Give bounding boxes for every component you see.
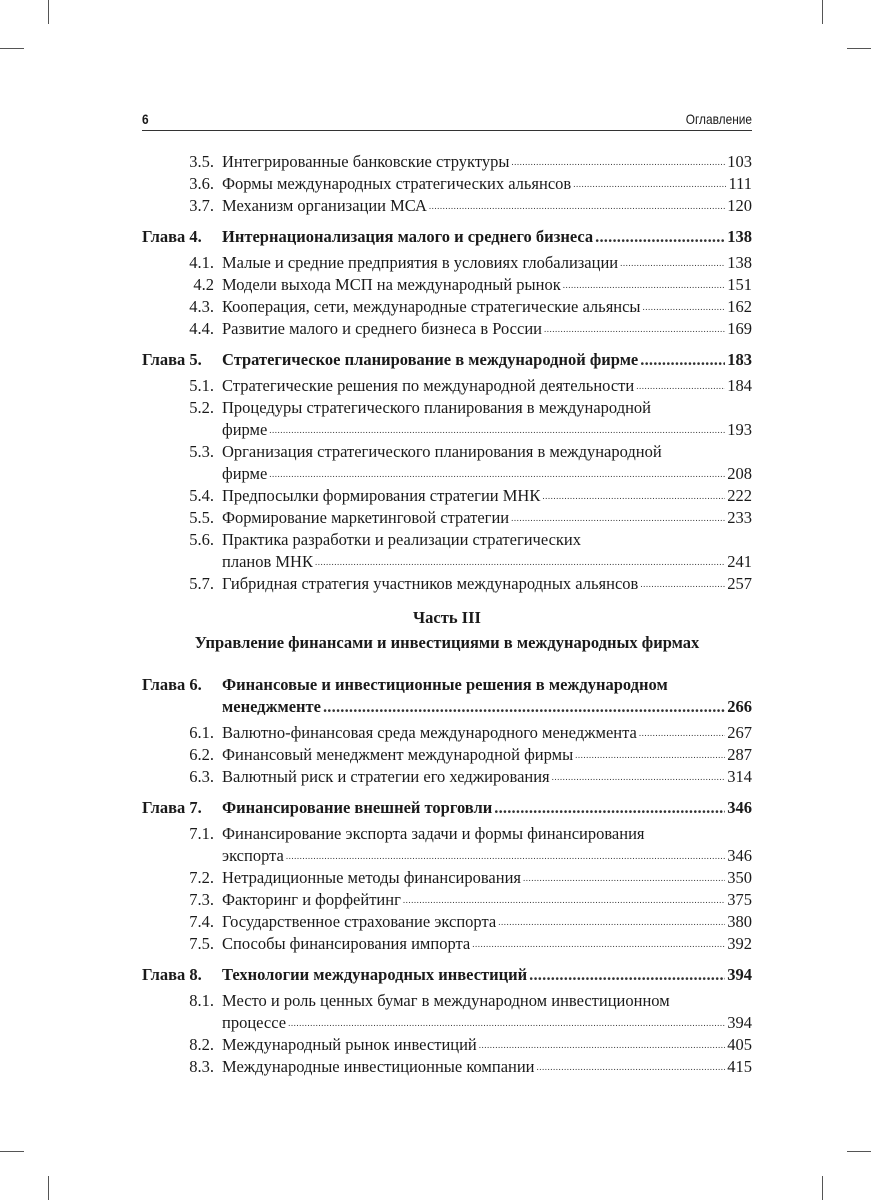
toc-chapter-entry[interactable] [142,964,752,986]
entry-last-line [222,867,752,889]
dot-leader [643,296,726,318]
entry-last-line [222,151,752,173]
entry-last-line [222,318,752,340]
entry-last-line [222,485,752,507]
entry-last-line [222,463,752,485]
toc-section-entry[interactable] [142,375,752,397]
page-ref[interactable]: 241 [727,552,752,571]
part-label: Часть III [413,608,481,627]
entry-body [222,151,752,173]
dot-leader [288,1012,725,1034]
dot-leader [529,964,725,986]
entry-body [222,674,752,718]
entry-last-line [222,507,752,529]
entry-body [222,173,752,195]
section-number: 5.2. [189,398,214,417]
toc-section-entry[interactable] [142,252,752,274]
entry-last-line [222,349,752,371]
page-ref[interactable]: 120 [727,196,752,215]
entry-title-line: Валютно-финансовая среда международного менеджмента [222,723,637,742]
entry-title-line: фирме [222,464,268,483]
section-number: 4.3. [189,297,214,316]
section-number: 7.2. [189,868,214,887]
crop-mark-top-left-vertical [48,0,49,24]
toc-section-entry[interactable] [142,573,752,595]
dot-leader [620,252,725,274]
entry-title-line: Процедуры стратегического планирования в международной [222,398,652,417]
dot-leader [403,889,725,911]
entry-title-line: Финансирование экспорта задачи и формы финансирования [222,824,645,843]
dot-leader [498,911,725,933]
entry-title-line: экспорта [222,846,284,865]
entry-title-line: Стратегическое планирование в международной фирме [222,350,639,369]
entry-body [222,349,752,371]
page-ref[interactable]: 162 [727,297,752,316]
toc-section-entry[interactable] [142,441,752,485]
entry-body [222,195,752,217]
entry-body [222,867,752,889]
section-number: 5.3. [189,442,214,461]
page-ref[interactable]: 375 [727,890,752,909]
toc-section-entry[interactable] [142,397,752,441]
entry-body [222,252,752,274]
section-number: 6.3. [189,767,214,786]
page-ref[interactable]: 394 [727,965,752,984]
section-number: 7.4. [189,912,214,931]
page-ref[interactable]: 314 [727,767,752,786]
dot-leader [472,933,725,955]
page-ref[interactable]: 346 [727,846,752,865]
section-number: 8.2. [189,1035,214,1054]
entry-last-line [222,889,752,911]
entry-title-line: Финансовые и инвестиционные решения в международном [222,675,668,694]
toc-section-entry[interactable] [142,151,752,173]
toc-section-entry[interactable] [142,990,752,1034]
toc-section-entry[interactable] [142,1034,752,1056]
entry-last-line [222,252,752,274]
entry-body [222,397,752,441]
entry-title-line: Финансирование внешней торговли [222,798,493,817]
entry-title-line: Организация стратегического планирования в международной [222,442,662,461]
entry-body [222,744,752,766]
entry-last-line [222,797,752,819]
page-number: 6 [142,111,149,127]
entry-last-line [222,226,752,248]
entry-title-line: Малые и средние предприятия в условиях глобализации [222,253,619,272]
section-number: 4.4. [189,319,214,338]
dot-leader [269,419,725,441]
entry-title-line: Гибридная стратегия участников международных альянсов [222,574,639,593]
entry-title-line: Интегрированные банковские структуры [222,152,510,171]
entry-title-line: Международные инвестиционные компании [222,1057,535,1076]
entry-body [222,766,752,788]
entry-last-line [222,296,752,318]
section-number: 7.5. [189,934,214,953]
dot-leader [286,845,725,867]
page-ref[interactable]: 392 [727,934,752,953]
entry-title-line: Способы финансирования импорта [222,934,471,953]
page-ref[interactable]: 193 [727,420,752,439]
entry-body [222,296,752,318]
section-number: 3.5. [189,152,214,171]
page-ref[interactable]: 287 [727,745,752,764]
entry-last-line [222,722,752,744]
dot-leader [429,195,725,217]
toc-section-entry[interactable] [142,173,752,195]
dot-leader [575,744,725,766]
entry-title-line: Стратегические решения по международной деятельности [222,376,635,395]
section-number: 6.1. [189,723,214,742]
dot-leader [315,551,725,573]
entry-body [222,375,752,397]
dot-leader [523,867,725,889]
page-ref[interactable]: 138 [727,253,752,272]
chapter-number: Глава 4. [142,227,202,246]
section-number: 5.5. [189,508,214,527]
page-ref[interactable]: 103 [727,152,752,171]
entry-body [222,722,752,744]
entry-title-line: Факторинг и форфейтинг [222,890,401,909]
dot-leader [640,349,725,371]
entry-title-line: Кооперация, сети, международные стратегические альянсы [222,297,641,316]
table-of-contents [142,151,752,1078]
dot-leader [563,274,726,296]
entry-title-line: Механизм организации МСА [222,196,427,215]
entry-body [222,485,752,507]
part-heading [142,607,752,654]
entry-title-line: Нетрадиционные методы финансирования [222,868,521,887]
entry-body [222,797,752,819]
chapter-number: Глава 5. [142,350,202,369]
page-ref[interactable]: 183 [727,350,752,369]
toc-section-entry[interactable] [142,744,752,766]
page-ref[interactable]: 222 [727,486,752,505]
dot-leader [511,151,725,173]
section-number: 5.7. [189,574,214,593]
entry-body [222,1034,752,1056]
page-ref[interactable]: 184 [727,376,752,395]
toc-section-entry[interactable] [142,274,752,296]
toc-section-entry[interactable] [142,1056,752,1078]
toc-chapter-entry[interactable] [142,674,752,718]
toc-section-entry[interactable] [142,889,752,911]
entry-body [222,507,752,529]
section-number: 5.6. [189,530,214,549]
entry-title-line: Практика разработки и реализации стратегических [222,530,582,549]
entry-last-line [222,375,752,397]
page-ref[interactable]: 208 [727,464,752,483]
toc-chapter-entry[interactable] [142,226,752,248]
toc-section-entry[interactable] [142,933,752,955]
entry-title-line: Международный рынок инвестиций [222,1035,477,1054]
section-number: 7.3. [189,890,214,909]
entry-title-line: Технологии международных инвестиций [222,965,528,984]
entry-title-line: Интернационализация малого и среднего бизнеса [222,227,594,246]
chapter-number: Глава 7. [142,798,202,817]
page-ref[interactable]: 266 [727,697,752,716]
entry-title-line: планов МНК [222,552,313,571]
section-number: 4.1. [189,253,214,272]
entry-title-line: фирме [222,420,268,439]
dot-leader [537,1056,726,1078]
page-ref[interactable]: 257 [727,574,752,593]
section-number: 5.1. [189,376,214,395]
entry-body [222,274,752,296]
crop-mark-bottom-right-vertical [822,1176,823,1200]
entry-body [222,964,752,986]
page-ref[interactable]: 169 [727,319,752,338]
page-ref[interactable]: 111 [728,174,752,193]
section-number: 4.2 [193,275,214,294]
dot-leader [511,507,725,529]
entry-title-line: менеджменте [222,697,321,716]
entry-body [222,1056,752,1078]
toc-section-entry[interactable] [142,867,752,889]
page-ref[interactable]: 267 [727,723,752,742]
entry-last-line [222,419,752,441]
dot-leader [639,722,725,744]
entry-last-line [222,845,752,867]
entry-title-line: Место и роль ценных бумаг в международном инвестиционном [222,991,670,1010]
toc-section-entry[interactable] [142,823,752,867]
entry-title-line: Валютный риск и стратегии его хеджирования [222,767,550,786]
crop-mark-bottom-left-horizontal [0,1151,24,1152]
entry-last-line [222,551,752,573]
dot-leader [636,375,725,397]
entry-body [222,226,752,248]
entry-last-line [222,1034,752,1056]
entry-body [222,441,752,485]
entry-body [222,573,752,595]
toc-section-entry[interactable] [142,318,752,340]
entry-title-line: Формирование маркетинговой стратегии [222,508,510,527]
page-ref[interactable]: 233 [727,508,752,527]
page-ref[interactable]: 380 [727,912,752,931]
entry-body [222,933,752,955]
entry-body [222,318,752,340]
toc-section-entry[interactable] [142,195,752,217]
entry-title-line: Развитие малого и среднего бизнеса в России [222,319,542,338]
crop-mark-bottom-right-horizontal [847,1151,871,1152]
dot-leader [573,173,726,195]
page-ref[interactable]: 138 [727,227,752,246]
entry-title-line: Предпосылки формирования стратегии МНК [222,486,541,505]
crop-mark-top-right-horizontal [847,48,871,49]
running-head-title: Оглавление [685,111,752,127]
toc-section-entry[interactable] [142,766,752,788]
toc-section-entry[interactable] [142,911,752,933]
dot-leader [494,797,725,819]
entry-last-line [222,964,752,986]
dot-leader [640,573,725,595]
entry-body [222,889,752,911]
entry-title-line: Государственное страхование экспорта [222,912,497,931]
toc-section-entry[interactable] [142,529,752,573]
dot-leader [269,463,725,485]
page-ref[interactable]: 405 [727,1035,752,1054]
crop-mark-bottom-left-vertical [48,1176,49,1200]
entry-last-line [222,173,752,195]
entry-last-line [222,573,752,595]
section-number: 8.3. [189,1057,214,1076]
dot-leader [552,766,726,788]
crop-mark-top-right-vertical [822,0,823,24]
section-number: 3.6. [189,174,214,193]
dot-leader [323,696,725,718]
page-ref[interactable]: 151 [727,275,752,294]
entry-last-line [222,195,752,217]
entry-body [222,823,752,867]
toc-section-entry[interactable] [142,296,752,318]
crop-mark-top-left-horizontal [0,48,24,49]
section-number: 6.2. [189,745,214,764]
entry-body [222,529,752,573]
page-ref[interactable]: 350 [727,868,752,887]
entry-last-line [222,933,752,955]
section-number: 3.7. [189,196,214,215]
toc-section-entry[interactable] [142,507,752,529]
chapter-number: Глава 6. [142,675,202,694]
entry-title-line: процессе [222,1013,287,1032]
entry-last-line [222,696,752,718]
page-ref[interactable]: 394 [727,1013,752,1032]
running-head [142,110,752,131]
toc-section-entry[interactable] [142,722,752,744]
entry-last-line [222,1056,752,1078]
section-number: 8.1. [189,991,214,1010]
part-title: Управление финансами и инвестициями в международных фирмах [194,633,700,652]
section-number: 5.4. [189,486,214,505]
entry-last-line [222,766,752,788]
toc-section-entry[interactable] [142,485,752,507]
dot-leader [544,318,725,340]
entry-body [222,990,752,1034]
page-ref[interactable]: 415 [727,1057,752,1076]
entry-body [222,911,752,933]
entry-title-line: Формы международных стратегических альянсов [222,174,572,193]
entry-last-line [222,1012,752,1034]
dot-leader [542,485,725,507]
entry-last-line [222,274,752,296]
dot-leader [479,1034,725,1056]
entry-title-line: Модели выхода МСП на международный рынок [222,275,561,294]
page-ref[interactable]: 346 [727,798,752,817]
entry-title-line: Финансовый менеджмент международной фирмы [222,745,574,764]
toc-chapter-entry[interactable] [142,349,752,371]
toc-chapter-entry[interactable] [142,797,752,819]
section-number: 7.1. [189,824,214,843]
entry-last-line [222,911,752,933]
entry-last-line [222,744,752,766]
chapter-number: Глава 8. [142,965,202,984]
dot-leader [595,226,725,248]
